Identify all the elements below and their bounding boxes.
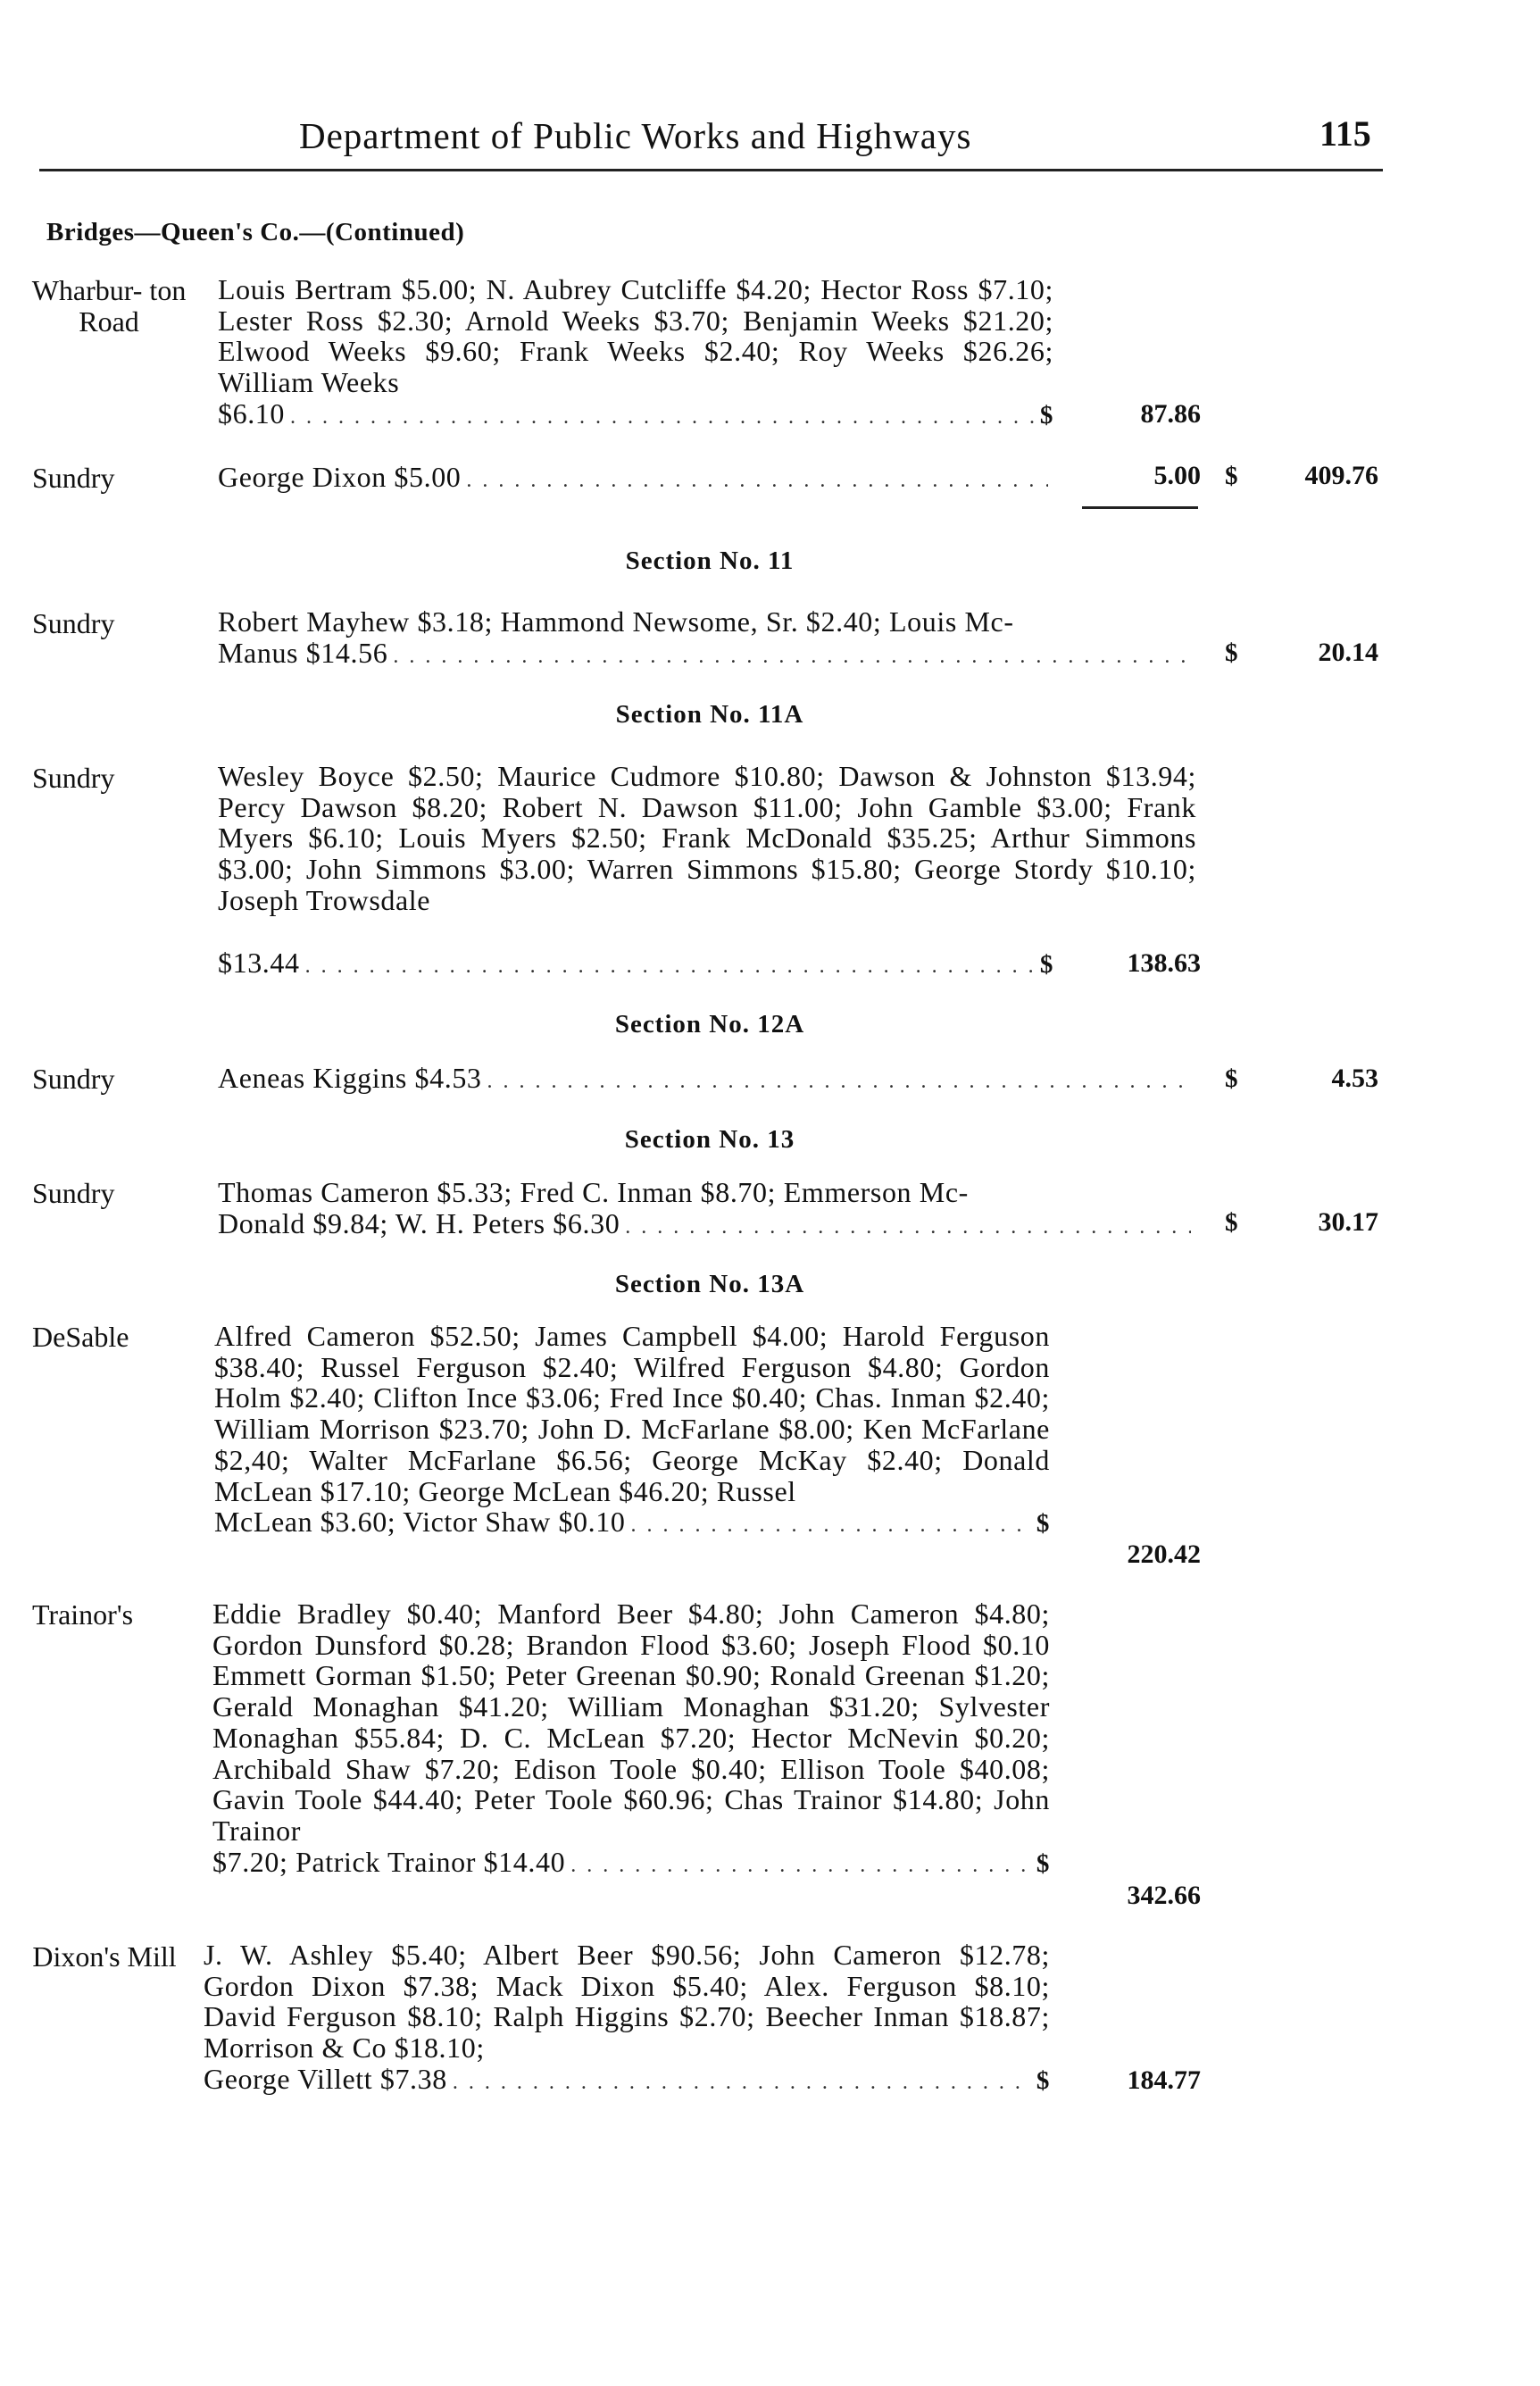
dot-leader — [453, 2067, 1031, 2098]
entry-text — [218, 1063, 1196, 1097]
entry-text — [218, 1177, 1196, 1242]
entry-last-text: Aeneas Kiggins $4.53 — [218, 1062, 482, 1094]
entry-location: Sundry — [32, 762, 115, 794]
dollar-sign: $ — [1036, 1509, 1050, 1539]
dollar-sign: $ — [1036, 1848, 1050, 1878]
entry-text — [218, 606, 1196, 672]
entry-location: Sundry — [32, 1177, 115, 1209]
entry-last-line — [212, 1847, 1050, 1881]
dollar-sign: $ — [1039, 950, 1053, 979]
entry-text — [204, 1940, 1050, 2098]
dollar-sign: $ — [1225, 638, 1238, 667]
dot-leader — [290, 402, 1035, 433]
section-heading-13: Section No. 13 — [624, 1125, 795, 1154]
section-heading-12a: Section No. 12A — [614, 1010, 805, 1039]
entry-last-text: George Villett $7.38 — [204, 2062, 447, 2095]
entry-location: Dixon's Mill — [32, 1940, 177, 1973]
entry-last-text: Donald $9.84; W. H. Peters $6.30 — [218, 1206, 620, 1239]
entry-location: Sundry — [32, 1063, 115, 1095]
section-heading-11: Section No. 11 — [625, 546, 795, 575]
entry-location: Sundry — [32, 607, 115, 639]
page-number: 115 — [1319, 113, 1371, 154]
entry-total: 409.76 — [1304, 461, 1378, 490]
dot-leader — [305, 951, 1035, 982]
entry-text — [212, 1598, 1050, 1881]
entry-total: 20.14 — [1318, 638, 1378, 667]
entry-subtotal: 87.86 — [1140, 399, 1201, 429]
entry-total: 30.17 — [1318, 1207, 1378, 1237]
entry-last-line — [218, 638, 1196, 672]
entry-subtotal: 220.42 — [1127, 1539, 1201, 1569]
section-subtitle: Bridges—Queen's Co.—(Continued) — [46, 218, 465, 246]
dollar-sign: $ — [1225, 1208, 1238, 1237]
page-header-title: Department of Public Works and Highways — [299, 115, 972, 156]
entry-text-body: Robert Mayhew $3.18; Hammond Newsome, Sr. $2.40; Louis Mc- — [218, 605, 1014, 638]
entry-location: DeSable — [32, 1321, 129, 1353]
entry-subtotal: 342.66 — [1127, 1881, 1201, 1910]
entry-last-text: $7.20; Patrick Trainor $14.40 — [212, 1845, 566, 1878]
entry-text — [214, 1321, 1050, 1541]
entry-text-body: Thomas Cameron $5.33; Fred C. Inman $8.70; Emmerson Mc- — [218, 1176, 969, 1208]
entry-last-text: George Dixon $5.00 — [218, 461, 462, 493]
entry-last-line — [218, 398, 1053, 433]
dot-leader — [570, 1850, 1031, 1881]
entry-last-line — [218, 1208, 1196, 1243]
entry-last-line — [218, 1063, 1196, 1097]
entry-subtotal: 5.00 — [1153, 461, 1201, 490]
entry-subtotal: 138.63 — [1127, 948, 1201, 978]
entry-text — [218, 274, 1053, 433]
dot-leader — [466, 465, 1048, 496]
entry-location: Wharbur- ton Road — [31, 274, 187, 338]
section-heading-11a: Section No. 11A — [615, 700, 804, 729]
entry-text — [218, 761, 1196, 916]
entry-text-body: J. W. Ashley $5.40; Albert Beer $90.56; John Cameron $12.78; Gordon Dixon $7.38; Mack Dixon $5.40; Alex. Ferguson $8.10; David Ferguson $8.10; Ralph Higgins $2.70; Beecher Inman $18.87; Morrison & Co $18.10; — [204, 1939, 1050, 2065]
dollar-sign: $ — [1036, 2065, 1050, 2095]
dot-leader — [630, 1510, 1030, 1541]
entry-total: 4.53 — [1331, 1064, 1378, 1093]
entry-last-text: McLean $3.60; Victor Shaw $0.10 — [214, 1506, 626, 1539]
dot-leader — [625, 1212, 1191, 1243]
entry-last-line — [218, 947, 1053, 982]
entry-last-text: $13.44 — [218, 947, 300, 979]
entry-location: Sundry — [32, 462, 115, 494]
dot-leader — [487, 1066, 1191, 1097]
entry-last-text: Manus $14.56 — [218, 636, 388, 669]
entry-last-line — [204, 2064, 1050, 2098]
entry-text-body: Wesley Boyce $2.50; Maurice Cudmore $10.80; Dawson & Johnston $13.94; Percy Dawson $8.20; Robert N. Dawson $11.00; John Gamble $3.00; Frank Myers $6.10; Louis Myers $2.50; Frank McDonald $35.25; Arthur Simmons $3.00; John Simmons $3.00; Warren Simmons $15.80; George Stordy $10.10; Joseph Trowsdale — [218, 760, 1196, 916]
entry-last-line — [218, 462, 1053, 496]
dollar-sign: $ — [1225, 462, 1238, 490]
dollar-sign: $ — [1225, 1064, 1238, 1093]
header-rule — [39, 169, 1383, 171]
sum-rule — [1082, 506, 1198, 509]
entry-subtotal: 184.77 — [1127, 2065, 1201, 2095]
entry-text-body: Louis Bertram $5.00; N. Aubrey Cutcliffe $4.20; Hector Ross $7.10; Lester Ross $2.30; Arnold Weeks $3.70; Benjamin Weeks $21.20; Elwood Weeks $9.60; Frank Weeks $2.40; Roy Weeks $26.26; William Weeks — [218, 273, 1053, 399]
entry-last-line — [214, 1506, 1050, 1541]
dollar-sign: $ — [1039, 400, 1053, 430]
dot-leader — [393, 641, 1191, 672]
section-heading-13a: Section No. 13A — [614, 1270, 805, 1298]
entry-last-line-wrap — [218, 947, 1053, 982]
entry-text — [218, 462, 1053, 496]
entry-last-text: $6.10 — [218, 396, 285, 430]
entry-location: Trainor's — [32, 1598, 134, 1631]
entry-text-body: Eddie Bradley $0.40; Manford Beer $4.80; John Cameron $4.80; Gordon Dunsford $0.28; Brandon Flood $3.60; Joseph Flood $0.10 Emmett Gorman $1.50; Peter Greenan $0.90; Ronald Greenan $1.20; Gerald Monaghan $41.20; William Monaghan $31.20; Sylvester Monaghan $55.84; D. C. McLean $7.20; Hector McNevin $0.20; Archibald Shaw $7.20; Edison Toole $0.40; Ellison Toole $40.08; Gavin Toole $44.40; Peter Toole $60.96; Chas Trainor $14.80; John Trainor — [212, 1598, 1050, 1847]
entry-text-body: Alfred Cameron $52.50; James Campbell $4.00; Harold Ferguson $38.40; Russel Ferguson $2.40; Wilfred Ferguson $4.80; Gordon Holm $2.40; Clifton Ince $3.06; Fred Ince $0.40; Chas. Inman $2.40; William Morrison $23.70; John D. McFarlane $8.00; Ken McFarlane $2,40; Walter McFarlane $6.56; George McKay $2.40; Donald McLean $17.10; George McLean $46.20; Russel — [214, 1320, 1050, 1507]
